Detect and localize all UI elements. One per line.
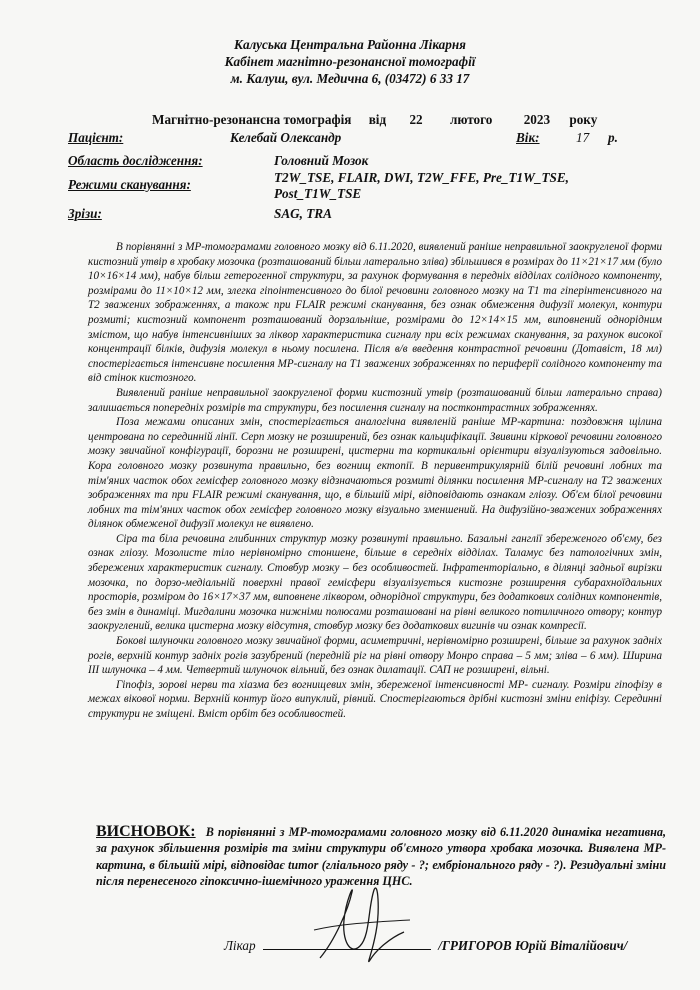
exam-year-word: року	[569, 112, 598, 127]
patient-label: Пацієнт:	[68, 130, 124, 145]
exam-title-line	[152, 112, 597, 128]
slices-label: Зрізи:	[68, 206, 102, 221]
clinic-address: м. Калуш, вул. Медична 6, (03472) 6 33 17	[230, 71, 470, 86]
exam-year: 2023	[523, 112, 551, 127]
paragraph-5: Бокові шлуночки головного мозку звичайної форми, асиметричні, нерівномірно розширені, більше за рахунок задніх рогів, верхній контур задніх рогів зазубрений (передній ріг на рівні отвору Монро справа – 5 мм; зліва – 6 мм). Ширина ІІІ шлуночка – 4 мм. Четвертий шлуночок вільний, без ознак дилатації. САП не розширені, вільні.	[88, 635, 662, 677]
department-name: Кабінет магнітно-резонансної томографії	[224, 54, 476, 69]
clinic-name: Калуська Центральна Районна Лікарня	[234, 37, 466, 52]
modes-label: Режими сканування:	[68, 177, 191, 192]
signature-underline	[263, 949, 431, 950]
age-unit: р.	[608, 130, 618, 145]
paragraph-4: Сіра та біла речовина глибинних структур мозку розвинуті правильно. Базальні ганглії збереженого об'єму, без ознак гліозу. Мозолисте тіло нерівномірно стоншене, більше в середніх відділах. Таламус без патологічних змін, збережених характеристик сигналу. Стовбур мозку – без особливостей. Інфратенторіально, в ділянці задньої вирізки мозочка, по дорзо-медіальній поверхні правої гемісфери візуалізується кистозне розширення субарахноїдальних просторів, розміром до 16×17×37 мм, виповнене ліквором, однорідної структури, без додаткових солідних компонентів, без змін в динаміці. Мигдалини мозочка нижніми полюсами розташовані на рівні великого потиличного отвору; контур заокруглений, велика цистерна мозку відсутня, стовбур мозку без додаткових вигинів чи ознак компресії.	[88, 532, 662, 633]
paragraph-3: Поза межами описаних змін, спостерігається аналогічна виявленій раніше МР-картина: поздовжня щілина центрована по серединній лінії. Серп мозку не розширений, без ознак кальцифікації. Звивини кіркової речовини головного мозку звичайної конфігурації, борозни не розширені, цистерни та кортикальні орієнтири візуалізуються задовільно. Кора головного мозку розвинута правильно, без вогнищ ектопії. В перивентрикулярній білій речовині лобних та тім'яних часток обох гемісфер головного мозку відзначаються розмиті ділянки посилення МР-сигналу на Т2 зважених зображеннях та при FLAIR режимі сканування, що, в більшій мірі, відповідають ознакам гліозу. Об'єм білої речовини лобних та тім'яних часток обох гемісфер головного мозку візуально зменшений. На дифузійно-зважених зображеннях ділянок обмеженої дифузії молекул не виявлено.	[88, 416, 662, 531]
clinic-header	[0, 36, 700, 87]
conclusion-label: ВИСНОВОК:	[96, 823, 196, 840]
exam-month: лютого	[449, 112, 493, 127]
exam-title: Магнітно-резонансна томографія	[152, 112, 352, 127]
area-value: Головний Мозок	[274, 153, 369, 168]
exam-day: 22	[409, 112, 423, 127]
doctor-label: Лікар	[224, 938, 256, 953]
signature-line	[224, 938, 627, 954]
modes-value: T2W_TSE, FLAIR, DWI, T2W_FFE, Pre_T1W_TSE, Post_T1W_TSE	[274, 170, 569, 201]
doctor-name: /ГРИГОРОВ Юрій Віталійович/	[438, 938, 628, 953]
handwritten-signature	[300, 880, 420, 970]
patient-name: Келебай Олександр	[230, 130, 342, 145]
age-label: Вік:	[516, 130, 540, 145]
paragraph-2: Виявлений раніше неправильної заокругленої форми кистозний утвір (розташований більш латерально справа) залишається попередніх розмірів та структури, без посилення сигналу на постконтрастних зображеннях.	[88, 386, 662, 414]
area-label: Область дослідження:	[68, 153, 203, 168]
slices-value: SAG, TRA	[274, 206, 332, 221]
paragraph-6: Гіпофіз, зорові нерви та хіазма без вогнищевих змін, збереженої інтенсивності МР- сигналу. Розміри гіпофізу в межах вікової норми. Верхній контур його випуклий, рівний. Спостерігаються дрібні кистозні зміни епіфізу. Серединні структури не зміщені. Вміст орбіт без особливостей.	[88, 678, 662, 720]
exam-from: від	[368, 112, 387, 127]
findings-text	[88, 240, 662, 722]
conclusion-text: В порівнянні з МР-томограмами головного мозку від 6.11.2020 динаміка негативна, за рахунок збільшення розмірів та зміни структури об'ємного утвора хробака мозочка. Виявлена МР-картина, в більшій мірі, відповідає tumor (гліального ряду - ?; ембріонального ряду - ?). Резидуальні зміни після перенесеного гіпоксично-ішемічного ураження ЦНС.	[96, 825, 666, 889]
age-value: 17	[576, 130, 590, 145]
paragraph-1: В порівнянні з МР-томограмами головного мозку від 6.11.2020, виявлений раніше неправильної заокругленої форми кистозний утвір в хробаку мозочка (розташований більш латерально зліва) збільшився в розмірах до 11×21×17 мм (було 10×16×14 мм), набув більш гетерогенної структури, за рахунок формування в передніх відділах солідного компоненту, розмірами до 11×10×12 мм, злегка гіпоінтенсивного до білої речовини головного мозку на Т1 та гіперінтенсивного на Т2 зважених зображеннях, а також при FLAIR режимі сканування, без ознак обмеження дифузії молекул, контури розмиті; кистозний компонент розташований дорзальніше, розмірами до 12×14×15 мм, виповнений однорідним змістом, що набув інтенсивніших за ліквор характеристика сигналу при всіх режимах сканування, за рахунок високої концентрації білків, дифузія молекул в ньому посилена. Після в/в введення контрастної речовини (Дотавіст, 18 мл) спостерігається інтенсивне посилення МР-сигналу на Т1 зважених зображеннях по периферії солідного компоненту та від стінок кистозного.	[88, 241, 662, 385]
